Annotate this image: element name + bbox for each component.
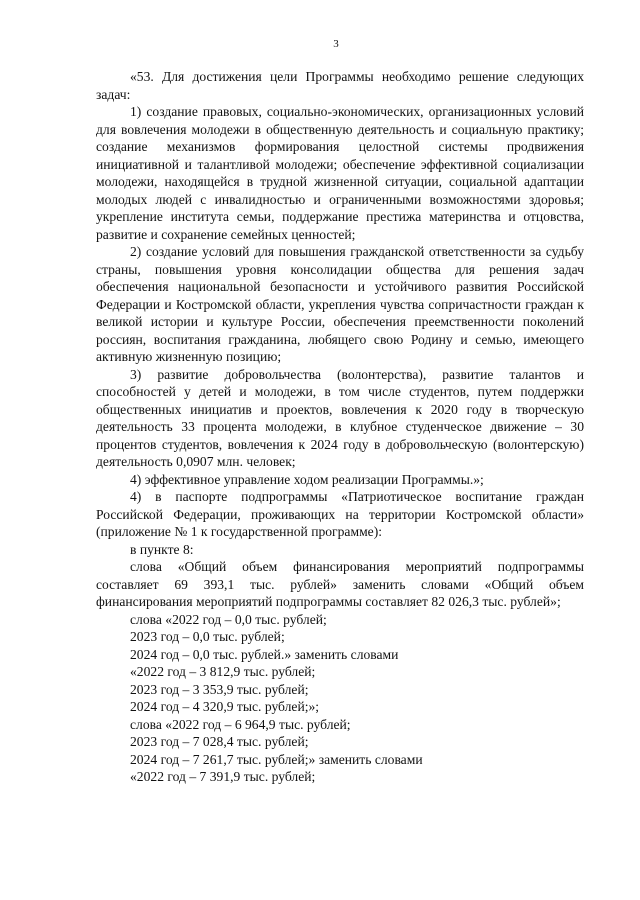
paragraph-task-3: 3) развитие добровольчества (волонтерства), развитие талантов и способностей у детей и молодежи, в том числе студентов, путем поддержки общественных инициатив и проектов, вовлечения к 2020 году в творческую деятельность 33 процента молодежи, в клубное студенческое движение – 30 процентов студентов, вовлечения к 2024 году в добровольческую (волонтерскую) деятельность 0,0907 млн. человек; xyxy=(96,366,584,469)
paragraph-total-financing: слова «Общий объем финансирования мероприятий подпрограммы составляет 69 393,1 тыс. рублей» заменить словами «Общий объем финансирования мероприятий подпрограммы составляет 82 026,3 тыс. рублей»; xyxy=(96,559,584,609)
financing-line: 2023 год – 0,0 тыс. рублей; xyxy=(130,629,285,644)
page-number: 3 xyxy=(333,38,339,50)
financing-line: 2024 год – 0,0 тыс. рублей.» заменить словами xyxy=(130,646,399,662)
paragraph-intro: «53. Для достижения цели Программы необходимо решение следующих задач: xyxy=(96,69,584,102)
financing-line: слова «2022 год – 0,0 тыс. рублей; xyxy=(130,611,327,627)
paragraph-task-1: 1) создание правовых, социально-экономических, организационных условий для вовлечения молодежи в общественную деятельность и социальную практику; создание механизмов формирования целостной системы продвижения инициативной и талантливой молодежи; обеспечение эффективной социализации молодежи, находящейся в трудной жизненной ситуации, социальной адаптации молодых людей с инвалидностью и ограниченными возможностями здоровья; укрепление института семьи, поддержание престижа материнства и отцовства, развитие и сохранение семейных ценностей; xyxy=(96,104,584,242)
paragraph-item-8: в пункте 8: xyxy=(130,541,194,557)
financing-line: 2024 год – 7 261,7 тыс. рублей;» заменить словами xyxy=(130,751,423,767)
financing-line: «2022 год – 7 391,9 тыс. рублей; xyxy=(130,769,316,784)
financing-line: 2024 год – 4 320,9 тыс. рублей;»; xyxy=(130,699,320,714)
financing-line: 2023 год – 7 028,4 тыс. рублей; xyxy=(130,734,309,749)
financing-line: слова «2022 год – 6 964,9 тыс. рублей; xyxy=(130,716,351,732)
paragraph-task-2: 2) создание условий для повышения гражданской ответственности за судьбу страны, повышения уровня консолидации общества для решения задач обеспечения национальной безопасности и устойчивого развития Российской Федерации и Костромской области, укрепления чувства сопричастности граждан к великой истории и культуре России, обеспечения преемственности поколений россиян, воспитания гражданина, любящего свою Родину и семью, имеющего активную жизненную позицию; xyxy=(96,244,584,364)
financing-line: «2022 год – 3 812,9 тыс. рублей; xyxy=(130,664,316,679)
document-body xyxy=(96,68,584,786)
paragraph-task-4: 4) эффективное управление ходом реализации Программы.»; xyxy=(130,471,484,487)
paragraph-amendment-4: 4) в паспорте подпрограммы «Патриотическое воспитание граждан Российской Федерации, проживающих на территории Костромской области» (приложение № 1 к государственной программе): xyxy=(96,489,584,539)
financing-line: 2023 год – 3 353,9 тыс. рублей; xyxy=(130,681,309,697)
